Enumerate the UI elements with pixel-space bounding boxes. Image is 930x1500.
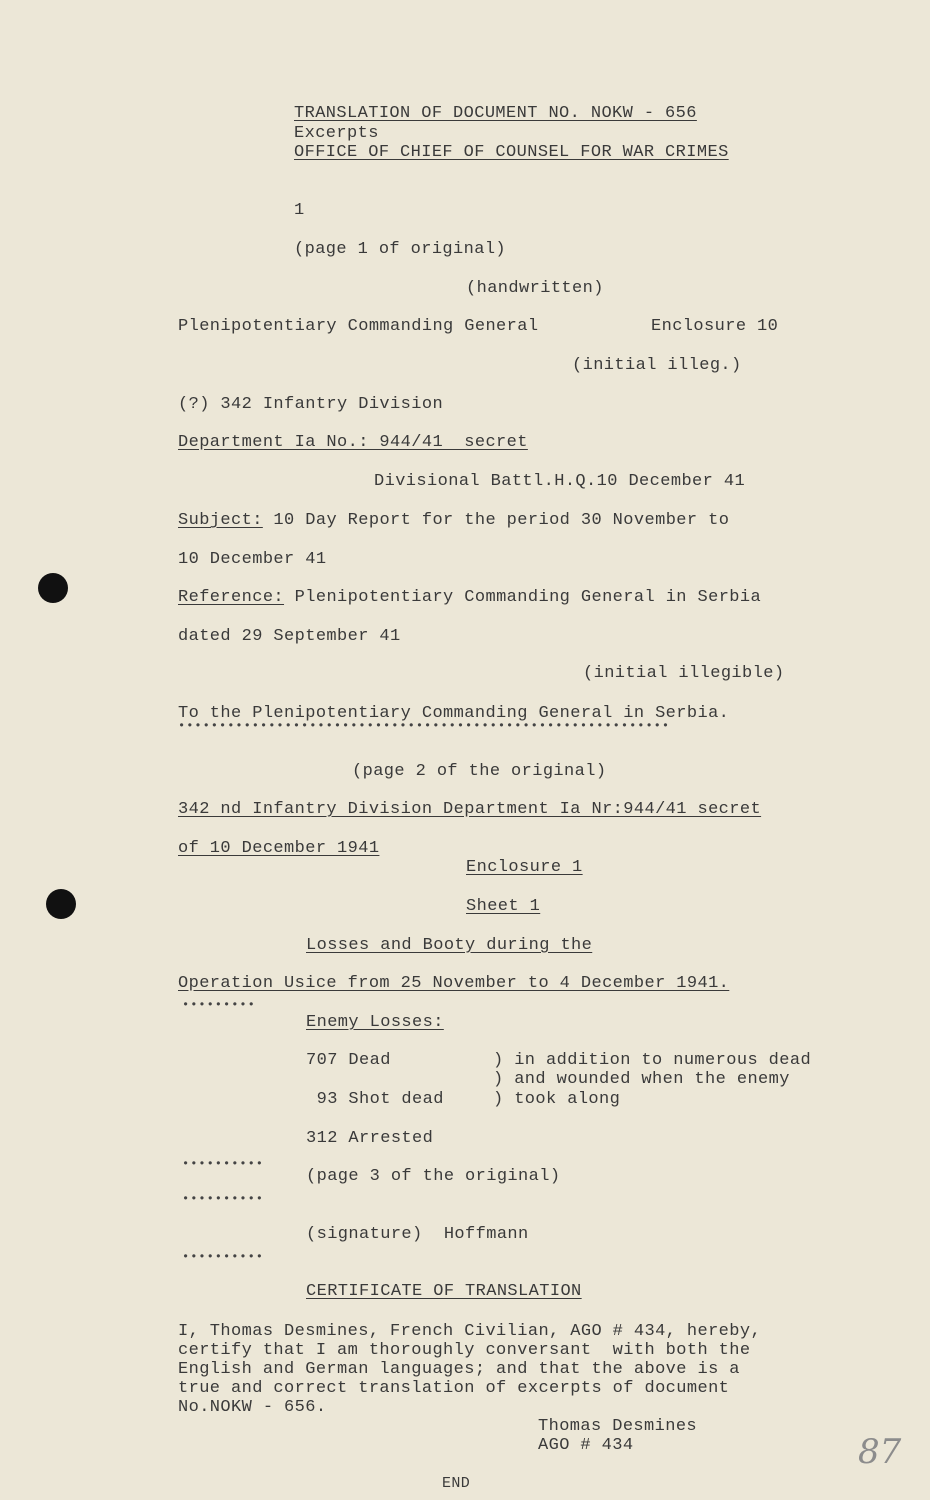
sender: Plenipotentiary Commanding General [178,317,539,336]
certificate-line-5: No.NOKW - 656. [178,1398,327,1417]
losses-note-3: ) took along [493,1090,621,1109]
losses-title: Losses and Booty during the [306,936,593,955]
dotted-separator-5: •••••••••• [182,1250,265,1264]
initial-illeg: (initial illeg.) [572,356,742,375]
subject-continued: 10 December 41 [178,550,327,569]
handwritten-note: (handwritten) [466,279,604,298]
hq-date: Divisional Battl.H.Q.10 December 41 [374,472,746,491]
page-number: 1 [294,201,305,220]
addressee: To the Plenipotentiary Commanding General in Serbia. [178,704,730,723]
subject-line [178,511,729,531]
header-excerpts: Excerpts [294,124,379,143]
certificate-line-4: true and correct translation of excerpts of document [178,1379,730,1398]
certificate-line-1: I, Thomas Desmines, French Civilian, AGO # 434, hereby, [178,1322,762,1341]
enclosure-10: Enclosure 10 [651,317,779,336]
subject-text: 10 Day Report for the period 30 November to [262,511,730,530]
signature-line: (signature) Hoffmann [306,1225,529,1244]
header-title: TRANSLATION OF DOCUMENT NO. NOKW - 656 [294,104,697,123]
dotted-separator-3: •••••••••• [182,1157,265,1171]
shot-count: 93 Shot dead [306,1090,444,1109]
reference-line [178,588,761,608]
operation-title: Operation Usice from 25 November to 4 December 1941. [178,974,730,993]
division-reference: 342 nd Infantry Division Department Ia Nr:944/41 secret [178,800,762,819]
punch-hole-top [38,573,68,603]
translator-ago: AGO # 434 [538,1436,634,1455]
pencil-page-number: 87 [858,1432,902,1472]
dead-count: 707 Dead [306,1051,391,1070]
division: (?) 342 Infantry Division [178,395,444,414]
enemy-losses-heading: Enemy Losses: [306,1013,444,1032]
header-office: OFFICE OF CHIEF OF COUNSEL FOR WAR CRIMES [294,143,729,162]
enclosure-1: Enclosure 1 [466,858,583,877]
department: Department Ia No.: 944/41 secret [178,433,528,452]
page3-note: (page 3 of the original) [306,1167,561,1186]
sheet-1: Sheet 1 [466,897,541,916]
losses-note-1: ) in addition to numerous dead [493,1051,812,1070]
certificate-line-2: certify that I am thoroughly conversant with both the [178,1341,751,1360]
end-marker: END [442,1475,471,1492]
dotted-separator-4: •••••••••• [182,1192,265,1206]
initial-illegible: (initial illegible) [583,664,785,683]
reference-continued: dated 29 September 41 [178,627,401,646]
reference-label: Reference: [178,588,285,607]
reference-text: Plenipotentiary Commanding General in Serbia [284,588,762,607]
page2-note: (page 2 of the original) [352,762,607,781]
losses-note-2: ) and wounded when the enemy [493,1070,790,1089]
subject-label: Subject: [178,511,263,530]
certificate-line-3: English and German languages; and that the above is a [178,1360,740,1379]
punch-hole-bottom [46,889,76,919]
translator-name: Thomas Desmines [538,1417,698,1436]
arrested-count: 312 Arrested [306,1129,434,1148]
dotted-separator-2: ••••••••• [182,998,256,1012]
page1-note: (page 1 of original) [294,240,507,259]
certificate-title: CERTIFICATE OF TRANSLATION [306,1282,582,1301]
dotted-separator-1: •••••••••••••••••••••••••••••••••••••••••••••••••••••••••••• [178,719,671,733]
division-reference-date: of 10 December 1941 [178,839,380,858]
